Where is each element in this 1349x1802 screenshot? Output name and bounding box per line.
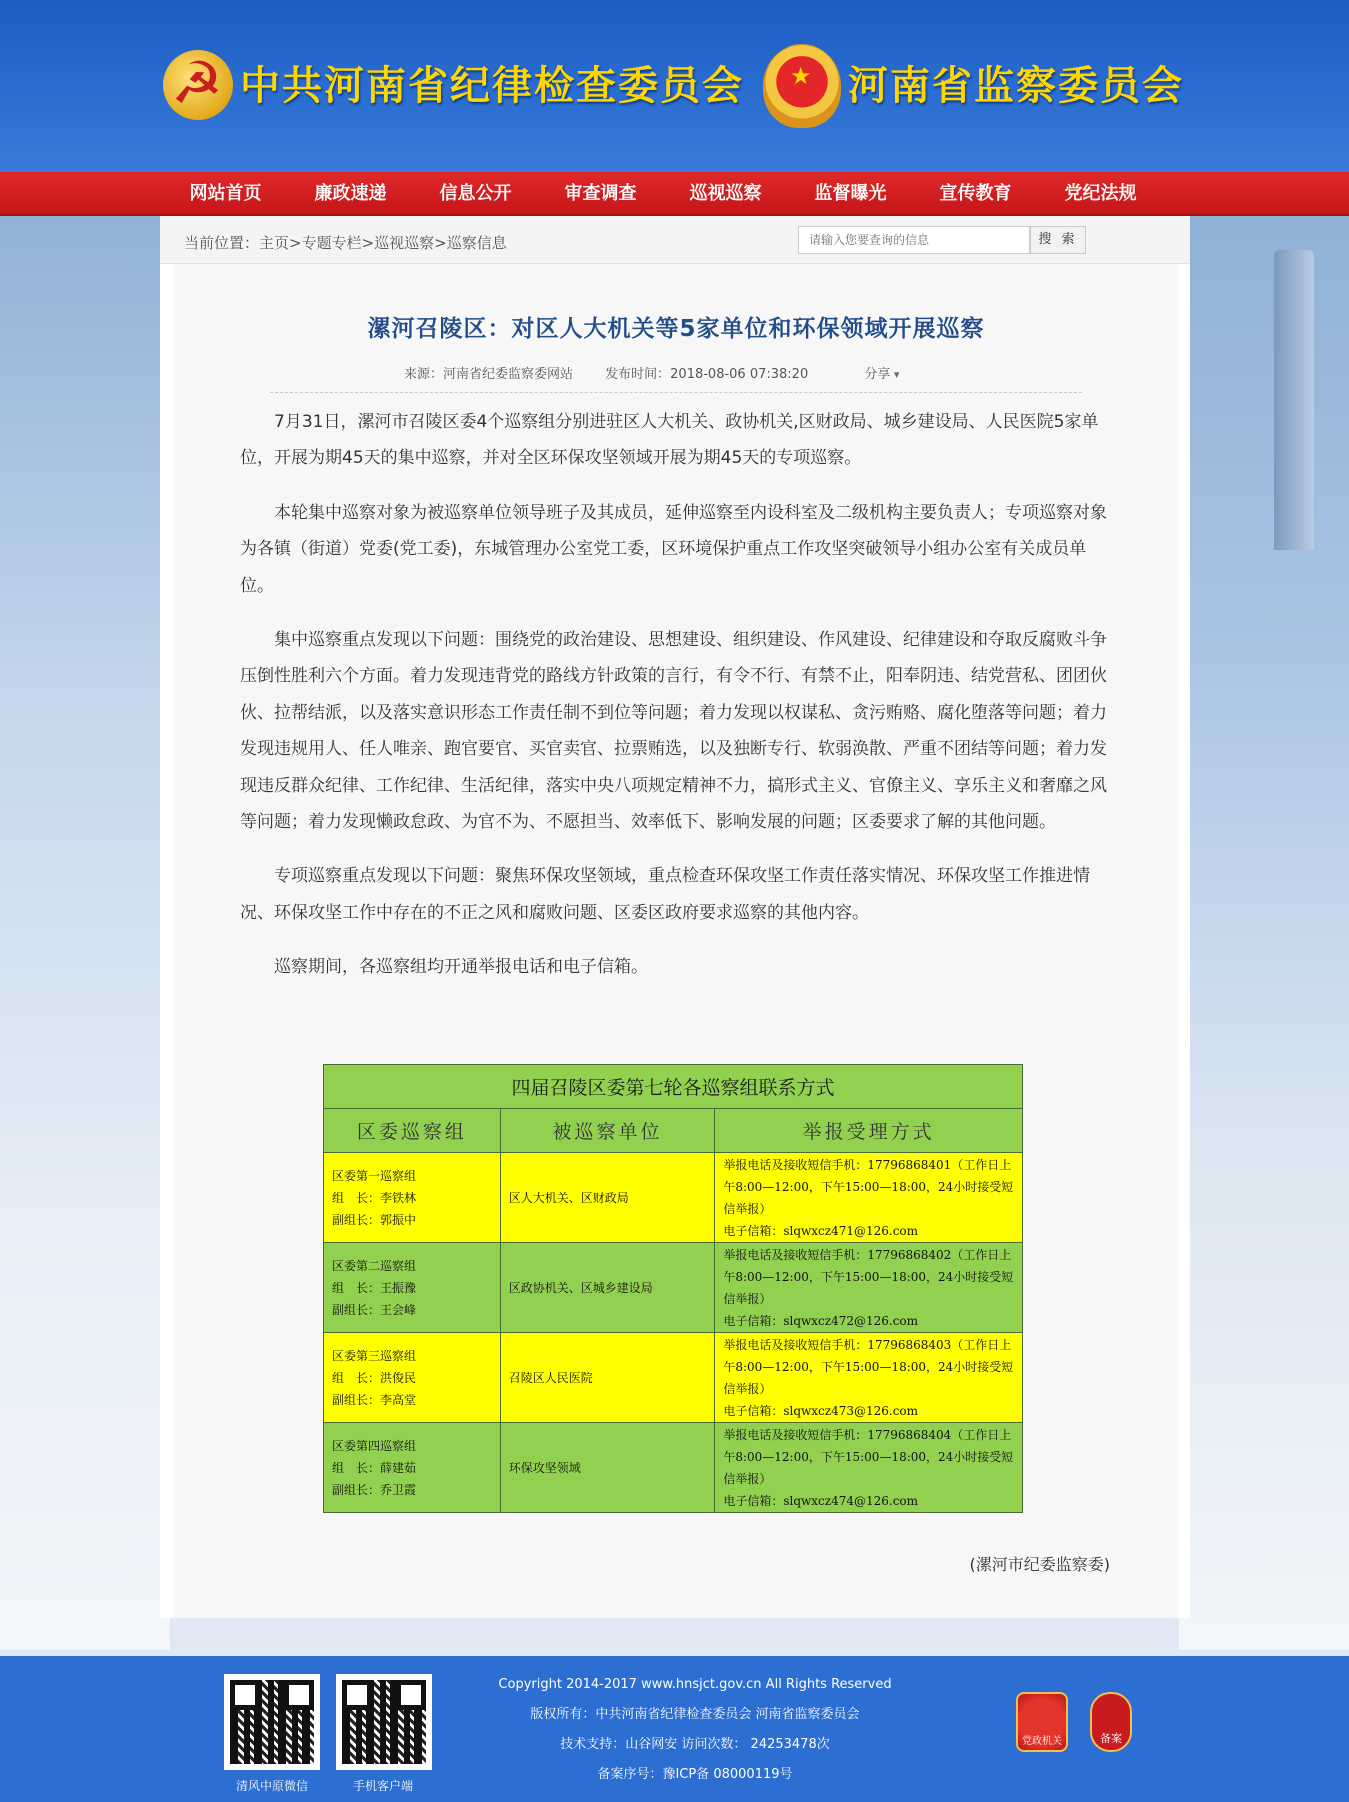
group-deputy: 副组长：乔卫霞 — [332, 1482, 417, 1497]
qr-code-app-icon[interactable] — [336, 1674, 432, 1770]
contact-phone: 举报电话及接收短信手机：17796868404（工作日上午8:00—12:00，下午15:00—18:00，24小时接受短信举报） — [723, 1427, 1014, 1486]
group-deputy: 副组长：李高堂 — [332, 1392, 417, 1407]
gov-badge-icon[interactable]: 党政机关 — [1016, 1692, 1068, 1752]
nav-item-education[interactable]: 宣传教育 — [939, 183, 1012, 204]
group-name: 区委第三巡察组 — [332, 1348, 417, 1363]
unit-cell: 召陵区人民医院 — [500, 1333, 715, 1423]
site-header — [0, 0, 1349, 172]
icp-badge-icon[interactable]: 备案 — [1090, 1692, 1132, 1752]
footer-owner: 版权所有：中共河南省纪律检查委员会 河南省监察委员会 — [530, 1707, 860, 1722]
article — [174, 264, 1178, 1618]
background-left — [0, 200, 170, 1650]
site-title-right[interactable]: 河南省监察委员会 — [848, 63, 1184, 109]
breadcrumb-bar — [160, 216, 1190, 264]
table-row — [324, 1153, 1023, 1243]
paragraph: 集中巡察重点发现以下问题：围绕党的政治建设、思想建设、组织建设、作风建设、纪律建设和夺取反腐败斗争压倒性胜利六个方面。着力发现违背党的路线方针政策的言行，有令不行、有禁不止，阳奉阴违、结党营私、团团伙伙、拉帮结派，以及落实意识形态工作责任制不到位等问题；着力发现以权谋私、贪污贿赂、腐化堕落等问题；着力发现违规用人、任人唯亲、跑官要官、买官卖官、拉票贿选，以及独断专行、软弱涣散、严重不团结等问题；着力发现违反群众纪律、工作纪律、生活纪律，落实中央八项规定精神不力，搞形式主义、官僚主义、享乐主义和奢靡之风等问题；着力发现懒政怠政、为官不为、不愿担当、效率低下、影响发展的问题；区委要求了解的其他问题。 — [240, 630, 1107, 833]
main-nav — [0, 172, 1349, 216]
site-footer — [0, 1656, 1349, 1802]
search-button[interactable]: 搜 索 — [1030, 226, 1086, 254]
table-header-group: 区委巡察组 — [324, 1109, 501, 1153]
nav-item-home[interactable]: 网站首页 — [189, 183, 262, 204]
article-publish-time: 发布时间：2018-08-06 07:38:20 — [605, 367, 809, 382]
article-body — [240, 404, 1112, 1004]
group-leader: 组 长：王振豫 — [332, 1280, 417, 1295]
nav-item-info[interactable]: 信息公开 — [439, 183, 512, 204]
table-caption: 四届召陵区委第七轮各巡察组联系方式 — [324, 1065, 1023, 1109]
table-row — [324, 1333, 1023, 1423]
table-header-unit: 被巡察单位 — [500, 1109, 715, 1153]
group-leader: 组 长：李铁林 — [332, 1190, 417, 1205]
main-container — [160, 216, 1190, 1618]
unit-cell: 区人大机关、区财政局 — [500, 1153, 715, 1243]
footer-support: 技术支持：山谷网安 访问次数： 24253478次 — [560, 1737, 830, 1752]
title-divider — [270, 392, 1082, 393]
group-deputy: 副组长：郭振中 — [332, 1212, 417, 1227]
contact-cell — [715, 1333, 1023, 1423]
contact-email[interactable]: 电子信箱：slqwxcz473@126.com — [723, 1403, 919, 1418]
breadcrumb[interactable]: 当前位置：主页>专题专栏>巡视巡察>巡察信息 — [184, 234, 507, 252]
contact-email[interactable]: 电子信箱：slqwxcz474@126.com — [723, 1493, 919, 1508]
qr-label-wechat: 清风中原微信 — [235, 1779, 308, 1793]
article-signature: (漯河市纪委监察委) — [969, 1555, 1110, 1574]
contact-cell — [715, 1243, 1023, 1333]
group-cell — [324, 1153, 501, 1243]
contact-cell — [715, 1153, 1023, 1243]
footer-copyright: Copyright 2014-2017 www.hnsjct.gov.cn All Rights Reserved — [498, 1677, 892, 1692]
paragraph: 专项巡察重点发现以下问题：聚焦环保攻坚领域，重点检查环保攻坚工作责任落实情况、环保攻坚工作推进情况、环保攻坚工作中存在的不正之风和腐败问题、区委区政府要求巡察的其他内容。 — [240, 866, 1090, 923]
nav-item-law[interactable]: 党纪法规 — [1064, 183, 1137, 204]
paragraph: 7月31日，漯河市召陵区委4个巡察组分别进驻区人大机关、政协机关,区财政局、城乡建设局、人民医院5家单位，开展为期45天的集中巡察，并对全区环保攻坚领域开展为期45天的专项巡察。 — [240, 412, 1099, 469]
group-leader: 组 长：洪俊民 — [332, 1370, 417, 1385]
group-cell — [324, 1243, 501, 1333]
party-emblem-icon — [163, 50, 233, 120]
table-header-contact: 举报受理方式 — [715, 1109, 1023, 1153]
nav-item-exposure[interactable]: 监督曝光 — [814, 183, 887, 204]
search-input[interactable] — [798, 226, 1030, 254]
table-row — [324, 1423, 1023, 1513]
group-name: 区委第一巡察组 — [332, 1168, 417, 1183]
group-cell — [324, 1333, 501, 1423]
nav-item-inspection[interactable]: 巡视巡察 — [689, 183, 762, 204]
tower-decoration — [1274, 250, 1314, 550]
group-leader: 组 长：薛建茹 — [332, 1460, 417, 1475]
state-emblem-icon — [763, 44, 841, 128]
article-title: 漯河召陵区：对区人大机关等5家单位和环保领域开展巡察 — [367, 316, 985, 342]
footer-info — [460, 1670, 930, 1790]
article-source: 来源：河南省纪委监察委网站 — [404, 367, 574, 382]
group-cell — [324, 1423, 501, 1513]
qr-code-wechat-icon[interactable] — [224, 1674, 320, 1770]
group-name: 区委第四巡察组 — [332, 1438, 417, 1453]
contact-phone: 举报电话及接收短信手机：17796868401（工作日上午8:00—12:00，下午15:00—18:00，24小时接受短信举报） — [723, 1157, 1014, 1216]
footer-icp[interactable]: 备案序号：豫ICP备 08000119号 — [597, 1767, 793, 1782]
contact-email[interactable]: 电子信箱：slqwxcz471@126.com — [723, 1223, 919, 1238]
paragraph: 巡察期间，各巡察组均开通举报电话和电子信箱。 — [274, 957, 648, 978]
article-meta — [404, 363, 927, 382]
table-row — [324, 1243, 1023, 1333]
paragraph: 本轮集中巡察对象为被巡察单位领导班子及其成员，延伸巡察至内设科室及二级机构主要负责人；专项巡察对象为各镇（街道）党委(党工委)，东城管理办公室党工委，区环境保护重点工作攻坚突破领导小组办公室有关成员单位。 — [240, 502, 1107, 596]
contact-phone: 举报电话及接收短信手机：17796868402（工作日上午8:00—12:00，下午15:00—18:00，24小时接受短信举报） — [723, 1247, 1014, 1306]
group-deputy: 副组长：王会峰 — [332, 1302, 417, 1317]
share-button[interactable]: 分享 ▾ — [864, 367, 899, 382]
nav-item-news[interactable]: 廉政速递 — [314, 183, 387, 204]
nav-item-review[interactable]: 审查调查 — [564, 183, 637, 204]
contact-cell — [715, 1423, 1023, 1513]
contact-phone: 举报电话及接收短信手机：17796868403（工作日上午8:00—12:00，下午15:00—18:00，24小时接受短信举报） — [723, 1337, 1014, 1396]
contact-email[interactable]: 电子信箱：slqwxcz472@126.com — [723, 1313, 919, 1328]
unit-cell: 环保攻坚领域 — [500, 1423, 715, 1513]
group-name: 区委第二巡察组 — [332, 1258, 417, 1273]
unit-cell: 区政协机关、区城乡建设局 — [500, 1243, 715, 1333]
contact-table — [323, 1064, 1023, 1513]
background-right — [1179, 200, 1349, 1650]
site-title-left[interactable]: 中共河南省纪律检查委员会 — [240, 63, 744, 109]
qr-label-app: 手机客户端 — [352, 1779, 413, 1793]
